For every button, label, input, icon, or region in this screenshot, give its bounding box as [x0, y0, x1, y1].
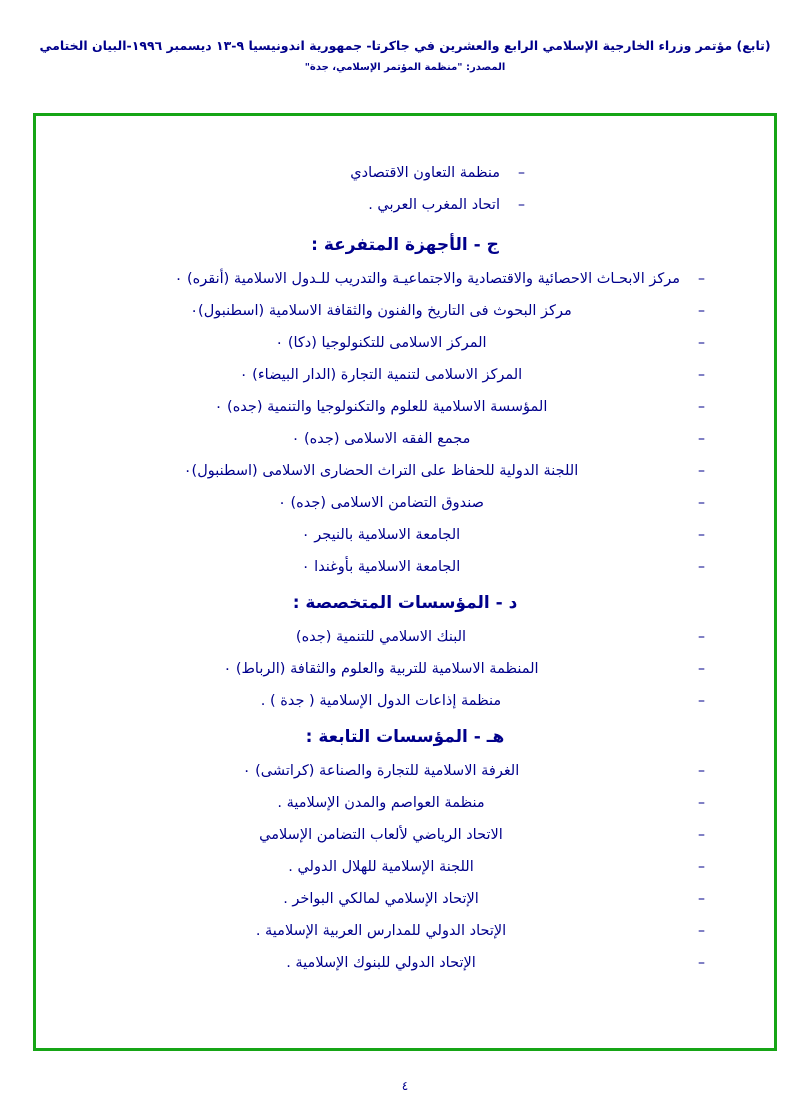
list-item-label: المنظمة الاسلامية للتربية والعلوم والثقافة (الرباط) ٠ [223, 661, 539, 677]
list-item [82, 824, 728, 847]
list-item-label: الإتحاد الدولي للمدارس العربية الإسلامية . [255, 923, 507, 939]
list-item [82, 300, 728, 323]
list-item-label: صندوق التضامن الاسلامى (جده) ٠ [278, 495, 484, 511]
list-item-label: المركز الاسلامى للتكنولوجيا (دكا) ٠ [275, 335, 487, 351]
list-item-label: مركز الابحـاث الاحصائية والاقتصادية والاجتماعيـة والتدريب للـدول الاسلامية (أنقره) ٠ [174, 271, 680, 287]
list-bullet-dash: – [698, 795, 705, 811]
page-number: ٤ [401, 1079, 409, 1093]
list-item-label: اللجنة الإسلامية للهلال الدولي . [288, 859, 474, 875]
page-header [0, 0, 810, 73]
list-bullet-dash: – [698, 955, 705, 971]
list-item-label: منظمة العواصم والمدن الإسلامية . [277, 795, 485, 811]
list-item-label: اللجنة الدولية للحفاظ على التراث الحضارى الاسلامى (اسطنبول)٠ [183, 463, 579, 479]
list-item-label: مجمع الفقه الاسلامى (جده) ٠ [291, 431, 471, 447]
list-item [82, 268, 728, 291]
list-item-label: منظمة التعاون الاقتصادي [350, 165, 500, 181]
list-item [82, 856, 728, 879]
list-item-label: مركز البحوث فى التاريخ والفنون والثقافة الاسلامية (اسطنبول)٠ [190, 303, 572, 319]
list-item [82, 690, 728, 713]
list-bullet-dash: – [698, 693, 705, 709]
top-level-list [82, 162, 728, 217]
header-title: (تابع) مؤتمر وزراء الخارجية الإسلامي الرابع والعشرين في جاكرتا- جمهورية اندونيسيا ٩-١٣ ديسمبر ١٩٩٦-البيان الختامي [39, 38, 771, 53]
list-item [82, 792, 728, 815]
list-item-label: الإتحاد الإسلامي لمالكي البواخر . [283, 891, 479, 907]
list-item-label: المؤسسة الاسلامية للعلوم والتكنولوجيا والتنمية (جده) ٠ [214, 399, 548, 415]
list-bullet-dash: – [698, 859, 705, 875]
list-bullet-dash: – [698, 431, 705, 447]
list-item [82, 492, 728, 515]
list-item [82, 556, 728, 579]
list-item [82, 162, 728, 185]
list-bullet-dash: – [518, 165, 525, 181]
list-item [82, 658, 728, 681]
list-item [82, 364, 728, 387]
list-bullet-dash: – [698, 559, 705, 575]
section-heading-e: هـ - المؤسسات التابعة : [305, 727, 505, 747]
list-item [82, 952, 728, 975]
list-item-label: منظمة إذاعات الدول الإسلامية ( جدة ) . [260, 693, 502, 709]
list-bullet-dash: – [518, 197, 525, 213]
content-frame [33, 113, 777, 1051]
list-bullet-dash: – [698, 891, 705, 907]
list-item [82, 626, 728, 649]
list-bullet-dash: – [698, 495, 705, 511]
list-item-label: الاتحاد الرياضي لألعاب التضامن الإسلامي [259, 827, 503, 843]
list-bullet-dash: – [698, 303, 705, 319]
list-bullet-dash: – [698, 335, 705, 351]
list-bullet-dash: – [698, 527, 705, 543]
section-e-list [82, 760, 728, 975]
list-bullet-dash: – [698, 923, 705, 939]
section-d-list [82, 626, 728, 713]
list-bullet-dash: – [698, 367, 705, 383]
list-item-label: الإتحاد الدولي للبنوك الإسلامية . [286, 955, 476, 971]
list-bullet-dash: – [698, 271, 705, 287]
list-item [82, 888, 728, 911]
list-item [82, 460, 728, 483]
list-item [82, 396, 728, 419]
section-heading-d: د - المؤسسات المتخصصة : [292, 593, 518, 613]
list-bullet-dash: – [698, 827, 705, 843]
content-body [36, 116, 774, 1048]
list-bullet-dash: – [698, 399, 705, 415]
list-item [82, 524, 728, 547]
list-bullet-dash: – [698, 463, 705, 479]
list-item-label: اتحاد المغرب العربي . [368, 197, 500, 213]
list-item [82, 194, 728, 217]
list-bullet-dash: – [698, 763, 705, 779]
list-bullet-dash: – [698, 661, 705, 677]
header-source: المصدر: "منظمة المؤتمر الإسلامي، جدة" [304, 62, 506, 73]
list-item [82, 332, 728, 355]
section-c-list [82, 268, 728, 579]
list-item-label: الجامعة الاسلامية بأوغندا ٠ [301, 559, 461, 575]
list-item-label: الجامعة الاسلامية بالنيجر ٠ [301, 527, 461, 543]
list-item [82, 920, 728, 943]
list-item-label: المركز الاسلامى لتنمية التجارة (الدار البيضاء) ٠ [239, 367, 523, 383]
list-bullet-dash: – [698, 629, 705, 645]
section-heading-c: ج - الأجهزة المتفرعة : [311, 235, 499, 255]
list-item-label: البنك الاسلامي للتنمية (جده) [295, 629, 467, 645]
list-item [82, 428, 728, 451]
list-item-label: الغرفة الاسلامية للتجارة والصناعة (كراتشى) ٠ [242, 763, 520, 779]
list-item [82, 760, 728, 783]
